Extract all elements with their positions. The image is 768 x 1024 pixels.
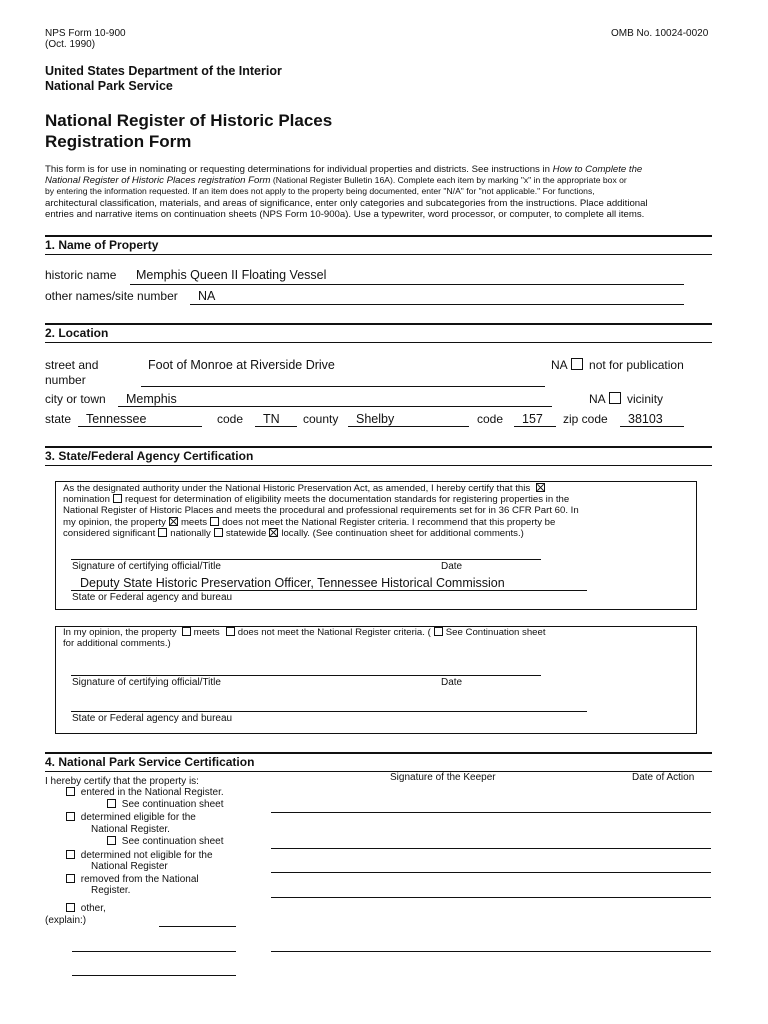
explain-line[interactable] xyxy=(159,926,236,927)
section-divider xyxy=(45,752,712,754)
agency-label: State or Federal agency and bureau xyxy=(72,592,233,603)
county-label: county xyxy=(303,412,339,426)
other-checkbox[interactable] xyxy=(66,903,75,912)
field-underline xyxy=(141,386,545,387)
locally-checkbox[interactable] xyxy=(269,528,278,537)
signature-line xyxy=(71,559,541,560)
section-divider xyxy=(45,771,712,772)
omb-number: OMB No. 10024-0020 xyxy=(611,28,709,39)
date-label: Date xyxy=(441,677,463,688)
section-divider xyxy=(45,446,712,448)
field-underline xyxy=(190,304,684,305)
zip-label: zip code xyxy=(563,412,608,426)
street-label: street and xyxy=(45,358,99,372)
historic-name-field[interactable]: Memphis Queen II Floating Vessel xyxy=(136,268,327,282)
state-certification-text: As the designated authority under the National Historic Preservation Act, as amended, I hereby certify that this nomination request for determination of eligibility meets the documentation standards for registering properties in the National Register of Historic Places and meets the procedural and professional requirements set for in 36 CFR Part 60. In my opinion, the property meets does not meet the National Register criteria. I recommend that this property be considered significant nationally statewide locally. (See continuation sheet for additional comments.) xyxy=(63,483,579,539)
see-continuation-checkbox[interactable] xyxy=(107,799,116,808)
agency-line xyxy=(71,590,587,591)
explain-line[interactable] xyxy=(72,951,236,952)
form-number: NPS Form 10-900 xyxy=(45,28,126,39)
not-for-publication-checkbox[interactable] xyxy=(571,358,583,370)
explain-label: (explain:) xyxy=(45,915,87,926)
does-not-meet-checkbox[interactable] xyxy=(210,517,219,526)
county-code-label: code xyxy=(477,412,504,426)
option-entered: entered in the National Register. xyxy=(63,787,224,798)
agency-label: State or Federal agency and bureau xyxy=(72,713,233,724)
agency-line xyxy=(71,711,587,712)
na-label: NA xyxy=(551,358,568,372)
not-eligible-checkbox[interactable] xyxy=(66,850,75,859)
section-divider xyxy=(45,323,712,325)
nationally-checkbox[interactable] xyxy=(158,528,167,537)
nomination-checkbox[interactable] xyxy=(536,483,545,492)
section4-heading: 4. National Park Service Certification xyxy=(45,755,255,769)
option-see-continuation-1: See continuation sheet xyxy=(104,799,224,810)
form-title-line1: National Register of Historic Places xyxy=(45,111,333,130)
date-label: Date xyxy=(441,561,463,572)
field-underline xyxy=(348,426,469,427)
option-see-continuation-2: See continuation sheet xyxy=(104,836,224,847)
street-label-cont: number xyxy=(45,373,86,387)
keeper-line xyxy=(271,951,711,952)
keeper-line xyxy=(271,872,711,873)
department-name: United States Department of the Interior xyxy=(45,64,282,78)
keeper-line xyxy=(271,848,711,849)
historic-name-label: historic name xyxy=(45,268,117,282)
state-code-label: code xyxy=(217,412,244,426)
field-underline xyxy=(620,426,684,427)
field-underline xyxy=(78,426,202,427)
service-name: National Park Service xyxy=(45,79,173,93)
opinion-does-not-meet-checkbox[interactable] xyxy=(226,627,235,636)
signature-label: Signature of certifying official/Title xyxy=(72,677,221,688)
city-label: city or town xyxy=(45,392,106,406)
state-code-field[interactable]: TN xyxy=(263,412,280,426)
opinion-meets-checkbox[interactable] xyxy=(182,627,191,636)
street-field[interactable]: Foot of Monroe at Riverside Drive xyxy=(148,358,335,372)
section-divider xyxy=(45,465,712,466)
na-label: NA xyxy=(589,392,606,406)
signature-line xyxy=(71,675,541,676)
section-divider xyxy=(45,342,712,343)
explain-line[interactable] xyxy=(72,975,236,976)
keeper-signature-label: Signature of the Keeper xyxy=(390,772,496,783)
vicinity xyxy=(589,392,663,406)
field-underline xyxy=(118,406,552,407)
other-names-label: other names/site number xyxy=(45,289,178,303)
form-title-line2: Registration Form xyxy=(45,132,192,151)
request-determination-checkbox[interactable] xyxy=(113,494,122,503)
certifying-official-field[interactable]: Deputy State Historic Preservation Officer, Tennessee Historical Commission xyxy=(80,576,505,590)
determined-eligible-checkbox[interactable] xyxy=(66,812,75,821)
section-divider xyxy=(45,235,712,237)
see-continuation-checkbox[interactable] xyxy=(107,836,116,845)
continuation-sheet-checkbox[interactable] xyxy=(434,627,443,636)
keeper-line xyxy=(271,897,711,898)
option-removed: removed from the National xyxy=(63,874,199,885)
section3-heading: 3. State/Federal Agency Certification xyxy=(45,449,254,463)
county-field[interactable]: Shelby xyxy=(356,412,395,426)
field-underline xyxy=(255,426,297,427)
option-removed-cont: Register. xyxy=(91,885,131,896)
not-for-publication xyxy=(551,358,684,372)
opinion-text: In my opinion, the property meets does not meet the National Register criteria. ( See Continuation sheet for additional comments.) xyxy=(63,627,546,650)
intro-paragraph: This form is for use in nominating or requesting determinations for individual properties and districts. See instructions in How to Complete the National Register of Historic Places registration Form (National Register Bulletin 16A). Complete each item by marking "x" in the appropriate box or by entering the information requested. If an item does not apply to the property being documented, enter "N/A" for "not applicable." For functions, architectural classification, materials, and areas of significance, enter only categories and subcategories from the instructions. Place additional entries and narrative items on continuation sheets (NPS Form 10-900a). Use a typewriter, word processor, or computer, to complete all items. xyxy=(45,164,648,220)
section2-heading: 2. Location xyxy=(45,326,109,340)
county-code-field[interactable]: 157 xyxy=(522,412,543,426)
signature-label: Signature of certifying official/Title xyxy=(72,561,221,572)
other-names-field[interactable]: NA xyxy=(198,289,216,303)
option-determined-eligible: determined eligible for the xyxy=(63,812,196,823)
form-date: (Oct. 1990) xyxy=(45,39,96,50)
state-field[interactable]: Tennessee xyxy=(86,412,147,426)
vicinity-label: vicinity xyxy=(627,392,664,406)
field-underline xyxy=(130,284,684,285)
statewide-checkbox[interactable] xyxy=(214,528,223,537)
zip-field[interactable]: 38103 xyxy=(628,412,663,426)
option-not-eligible: determined not eligible for the xyxy=(63,850,213,861)
option-not-eligible-cont: National Register xyxy=(91,861,168,872)
date-of-action-label: Date of Action xyxy=(632,772,695,783)
not-for-publication-label: not for publication xyxy=(589,358,684,372)
option-other: other, xyxy=(63,903,106,914)
option-determined-eligible-cont: National Register. xyxy=(91,824,170,835)
field-underline xyxy=(514,426,556,427)
entered-checkbox[interactable] xyxy=(66,787,75,796)
section1-heading: 1. Name of Property xyxy=(45,238,159,252)
vicinity-checkbox[interactable] xyxy=(609,392,621,404)
section-divider xyxy=(45,254,712,255)
meets-criteria-checkbox[interactable] xyxy=(169,517,178,526)
removed-checkbox[interactable] xyxy=(66,874,75,883)
state-label: state xyxy=(45,412,72,426)
keeper-line xyxy=(271,812,711,813)
city-field[interactable]: Memphis xyxy=(126,392,177,406)
certify-statement: I hereby certify that the property is: xyxy=(45,776,199,787)
